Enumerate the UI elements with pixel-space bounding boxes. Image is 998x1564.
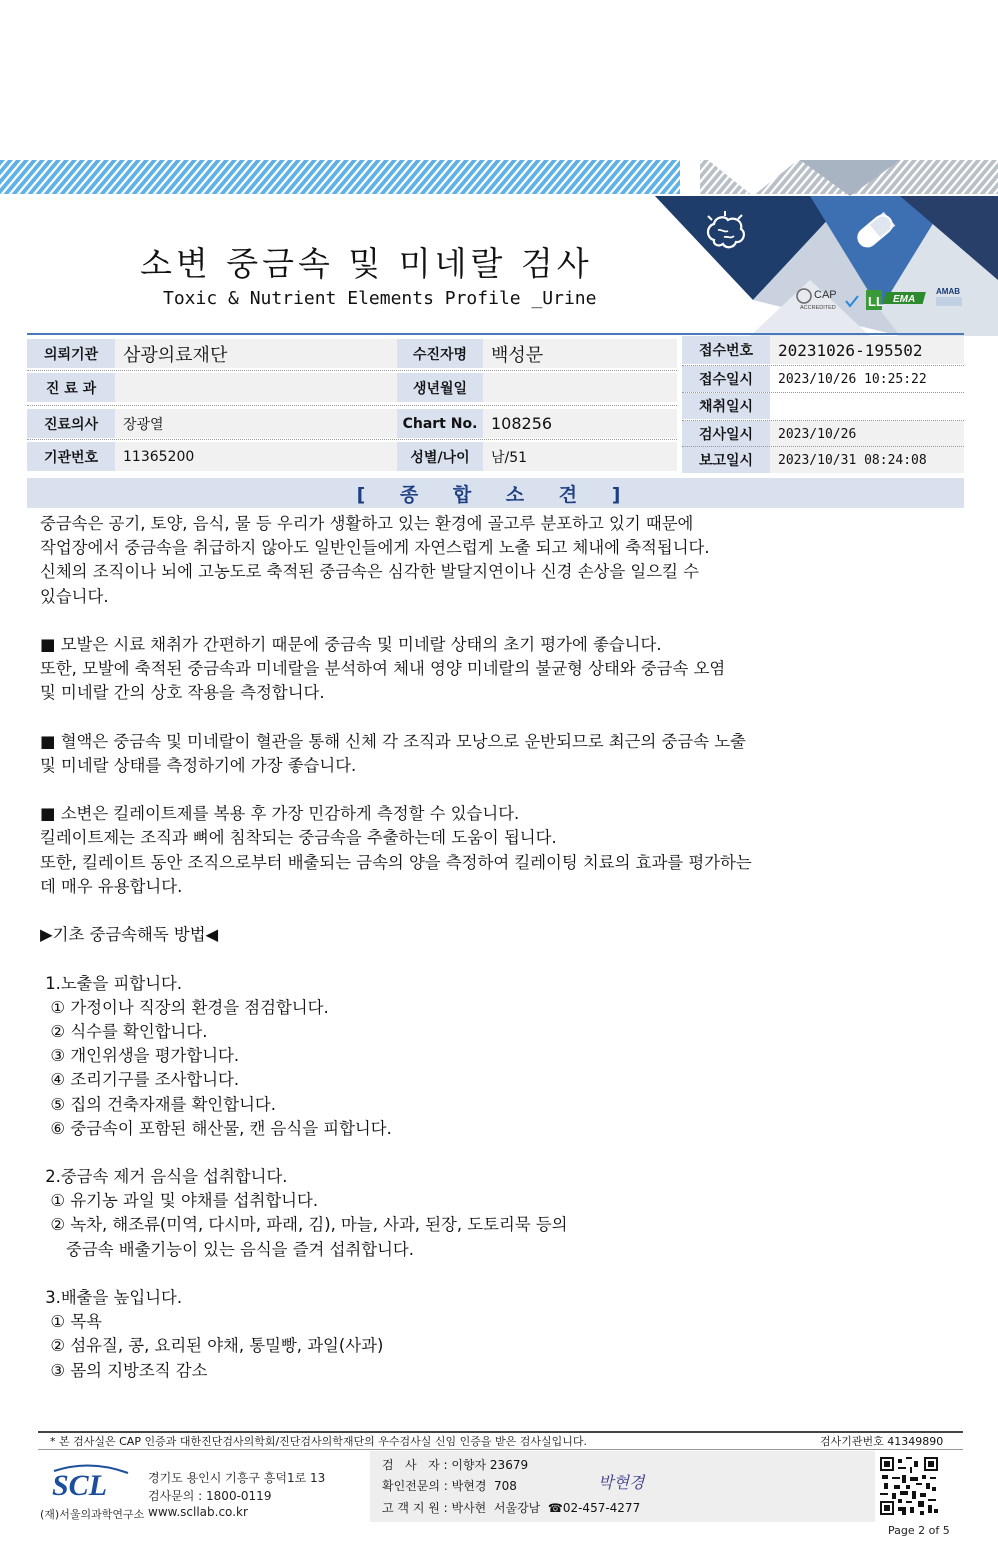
label-physician: 진료의사: [27, 409, 115, 438]
summary-line: 또한, 킬레이트 동안 조직으로부터 배출되는 금속의 양을 측정하여 킬레이팅 치료의 효과를 평가하는: [40, 852, 752, 872]
lab-website[interactable]: www.scllab.co.kr: [148, 1505, 248, 1519]
label-receipt-number: 접수번호: [682, 336, 770, 364]
summary-line: 있습니다.: [40, 586, 109, 606]
summary-line: 1.노출을 피합니다.: [40, 973, 183, 993]
summary-line: ② 식수를 확인합니다.: [40, 1021, 208, 1041]
label-department: 진 료 과: [27, 373, 115, 402]
label-institution-number: 기관번호: [27, 442, 115, 471]
page-title: 소변 중금속 및 미네랄 검사: [140, 244, 593, 283]
label-requesting-institution: 의뢰기관: [27, 339, 115, 368]
value-requesting-institution: 삼광의료재단: [123, 344, 228, 366]
scl-logo-text: SCL: [52, 1469, 108, 1502]
summary-line: ⑥ 중금속이 포함된 해산물, 캔 음식을 피합니다.: [40, 1118, 392, 1138]
value-sex-age: 남/51: [491, 449, 528, 466]
summary-line: [40, 706, 940, 730]
svg-text:LL: LL: [868, 294, 884, 309]
label-sex-age: 성별/나이: [397, 442, 483, 471]
summary-line: [40, 1141, 940, 1165]
value-report-datetime: 2023/10/31 08:24:08: [778, 452, 927, 468]
lab-phone: 검사문의 : 1800-0119: [148, 1489, 272, 1503]
summary-line: ③ 개인위생을 평가합니다.: [40, 1046, 240, 1066]
svg-text:AMAB: AMAB: [936, 287, 960, 296]
value-test-datetime: 2023/10/26: [778, 426, 857, 442]
label-collection-datetime: 채취일시: [682, 393, 770, 419]
summary-line: ② 섬유질, 콩, 요리된 야채, 통밀빵, 과일(사과): [40, 1336, 384, 1356]
summary-line: [40, 1262, 940, 1286]
summary-line: 중금속 배출기능이 있는 음식을 즐겨 섭취합니다.: [40, 1239, 414, 1259]
summary-line: [40, 778, 940, 802]
label-receipt-datetime: 접수일시: [682, 366, 770, 392]
value-chart-number: 108256: [491, 414, 553, 433]
svg-text:EMA: EMA: [893, 294, 916, 305]
lab-institution-id: 검사기관번호 41349890: [820, 1435, 944, 1448]
summary-line: ■ 소변은 킬레이트제를 복용 후 가장 민감하게 측정할 수 있습니다.: [40, 804, 520, 824]
brain-icon: [700, 210, 750, 260]
label-test-datetime: 검사일시: [682, 421, 770, 447]
label-birth-date: 생년월일: [397, 373, 483, 402]
summary-line: 작업장에서 중금속을 취급하지 않아도 일반인들에게 자연스럽게 노출 되고 체내에 축적됩니다.: [40, 538, 710, 558]
patient-info-table: [27, 333, 964, 473]
summary-line: ▶기초 중금속해독 방법◀: [40, 925, 219, 945]
certification-logos: [796, 284, 966, 314]
summary-line: 및 미네랄 상태를 측정하기에 가장 좋습니다.: [40, 755, 357, 775]
label-chart-number: Chart No.: [397, 409, 483, 438]
value-patient-name: 백성문: [491, 344, 544, 366]
specialist-signature: 박현경: [598, 1473, 645, 1492]
summary-line: [40, 899, 940, 923]
summary-line: ⑤ 집의 건축자재를 확인합니다.: [40, 1094, 276, 1114]
certification-note: * 본 검사실은 CAP 인증과 대한진단검사의학회/진단검사의학재단의 우수검사실 신임 인증을 받은 검사실입니다.: [50, 1435, 588, 1448]
summary-line: [40, 609, 940, 633]
value-receipt-datetime: 2023/10/26 10:25:22: [778, 371, 927, 387]
summary-line: ③ 몸의 지방조직 감소: [40, 1360, 208, 1380]
summary-line: ■ 혈액은 중금속 및 미네랄이 혈관을 통해 신체 각 조직과 모낭으로 운반되므로 최근의 중금속 노출: [40, 731, 746, 751]
organization-name: (재)서울의과학연구소: [40, 1508, 145, 1521]
summary-line: 또한, 모발에 축적된 중금속과 미네랄을 분석하여 체내 영양 미네랄의 불균형 상태와 중금속 오염: [40, 659, 726, 679]
svg-text:CAP: CAP: [814, 289, 837, 301]
value-department: [115, 373, 395, 402]
summary-line: ■ 모발은 시료 채취가 간편하기 때문에 중금속 및 미네랄 상태의 초기 평가에 좋습니다.: [40, 634, 662, 654]
capsule-icon: [850, 206, 900, 256]
page-number: Page 2 of 5: [888, 1524, 950, 1537]
summary-line: ② 녹차, 해조류(미역, 다시마, 파래, 김), 마늘, 사과, 된장, 도토리묵 등의: [40, 1215, 568, 1235]
value-birth-date: [483, 373, 675, 402]
summary-line: [40, 947, 940, 971]
summary-line: 중금속은 공기, 토양, 음식, 물 등 우리가 생활하고 있는 환경에 골고루 분포하고 있기 때문에: [40, 514, 694, 533]
specialist-line: 확인전문의 : 박현경 708: [382, 1479, 517, 1493]
qr-code[interactable]: [880, 1457, 938, 1515]
summary-line: ① 가정이나 직장의 환경을 점검합니다.: [40, 997, 329, 1017]
summary-section-header: [ 종 합 소 견 ]: [27, 478, 964, 508]
page-subtitle: Toxic & Nutrient Elements Profile _Urine: [163, 288, 597, 309]
value-physician: 장광열: [123, 416, 164, 433]
summary-line: 3.배출을 높입니다.: [40, 1288, 183, 1307]
summary-line: 신체의 조직이나 뇌에 고농도로 축적된 중금속은 심각한 발달지연이나 신경 손상을 일으킬 수: [40, 562, 699, 582]
value-institution-number: 11365200: [123, 448, 195, 465]
summary-body: [40, 512, 940, 1383]
scl-logo: [50, 1463, 130, 1503]
value-collection-datetime: [770, 393, 964, 419]
summary-line: 킬레이트제는 조직과 뼈에 침착되는 중금속을 추출하는데 도움이 됩니다.: [40, 828, 557, 848]
label-patient-name: 수진자명: [397, 339, 483, 368]
tester-line: 검 사 자 : 이향자 23679: [382, 1458, 529, 1472]
label-report-datetime: 보고일시: [682, 447, 770, 473]
lab-address: 경기도 용인시 기흥구 흥덕1로 13: [148, 1471, 326, 1485]
summary-line: 데 매우 유용합니다.: [40, 876, 183, 896]
value-receipt-number: 20231026-195502: [778, 340, 923, 360]
summary-line: ① 유기농 과일 및 야채를 섭취합니다.: [40, 1191, 319, 1211]
support-line: 고 객 지 원 : 박사현 서울강남 ☎02-457-4277: [382, 1501, 641, 1515]
svg-text:ACCREDITED: ACCREDITED: [800, 305, 836, 311]
summary-line: 2.중금속 제거 음식을 섭취합니다.: [40, 1167, 288, 1187]
summary-line: ① 목욕: [40, 1312, 102, 1332]
summary-line: 및 미네랄 간의 상호 작용을 측정합니다.: [40, 683, 325, 703]
summary-line: ④ 조리기구를 조사합니다.: [40, 1070, 240, 1090]
